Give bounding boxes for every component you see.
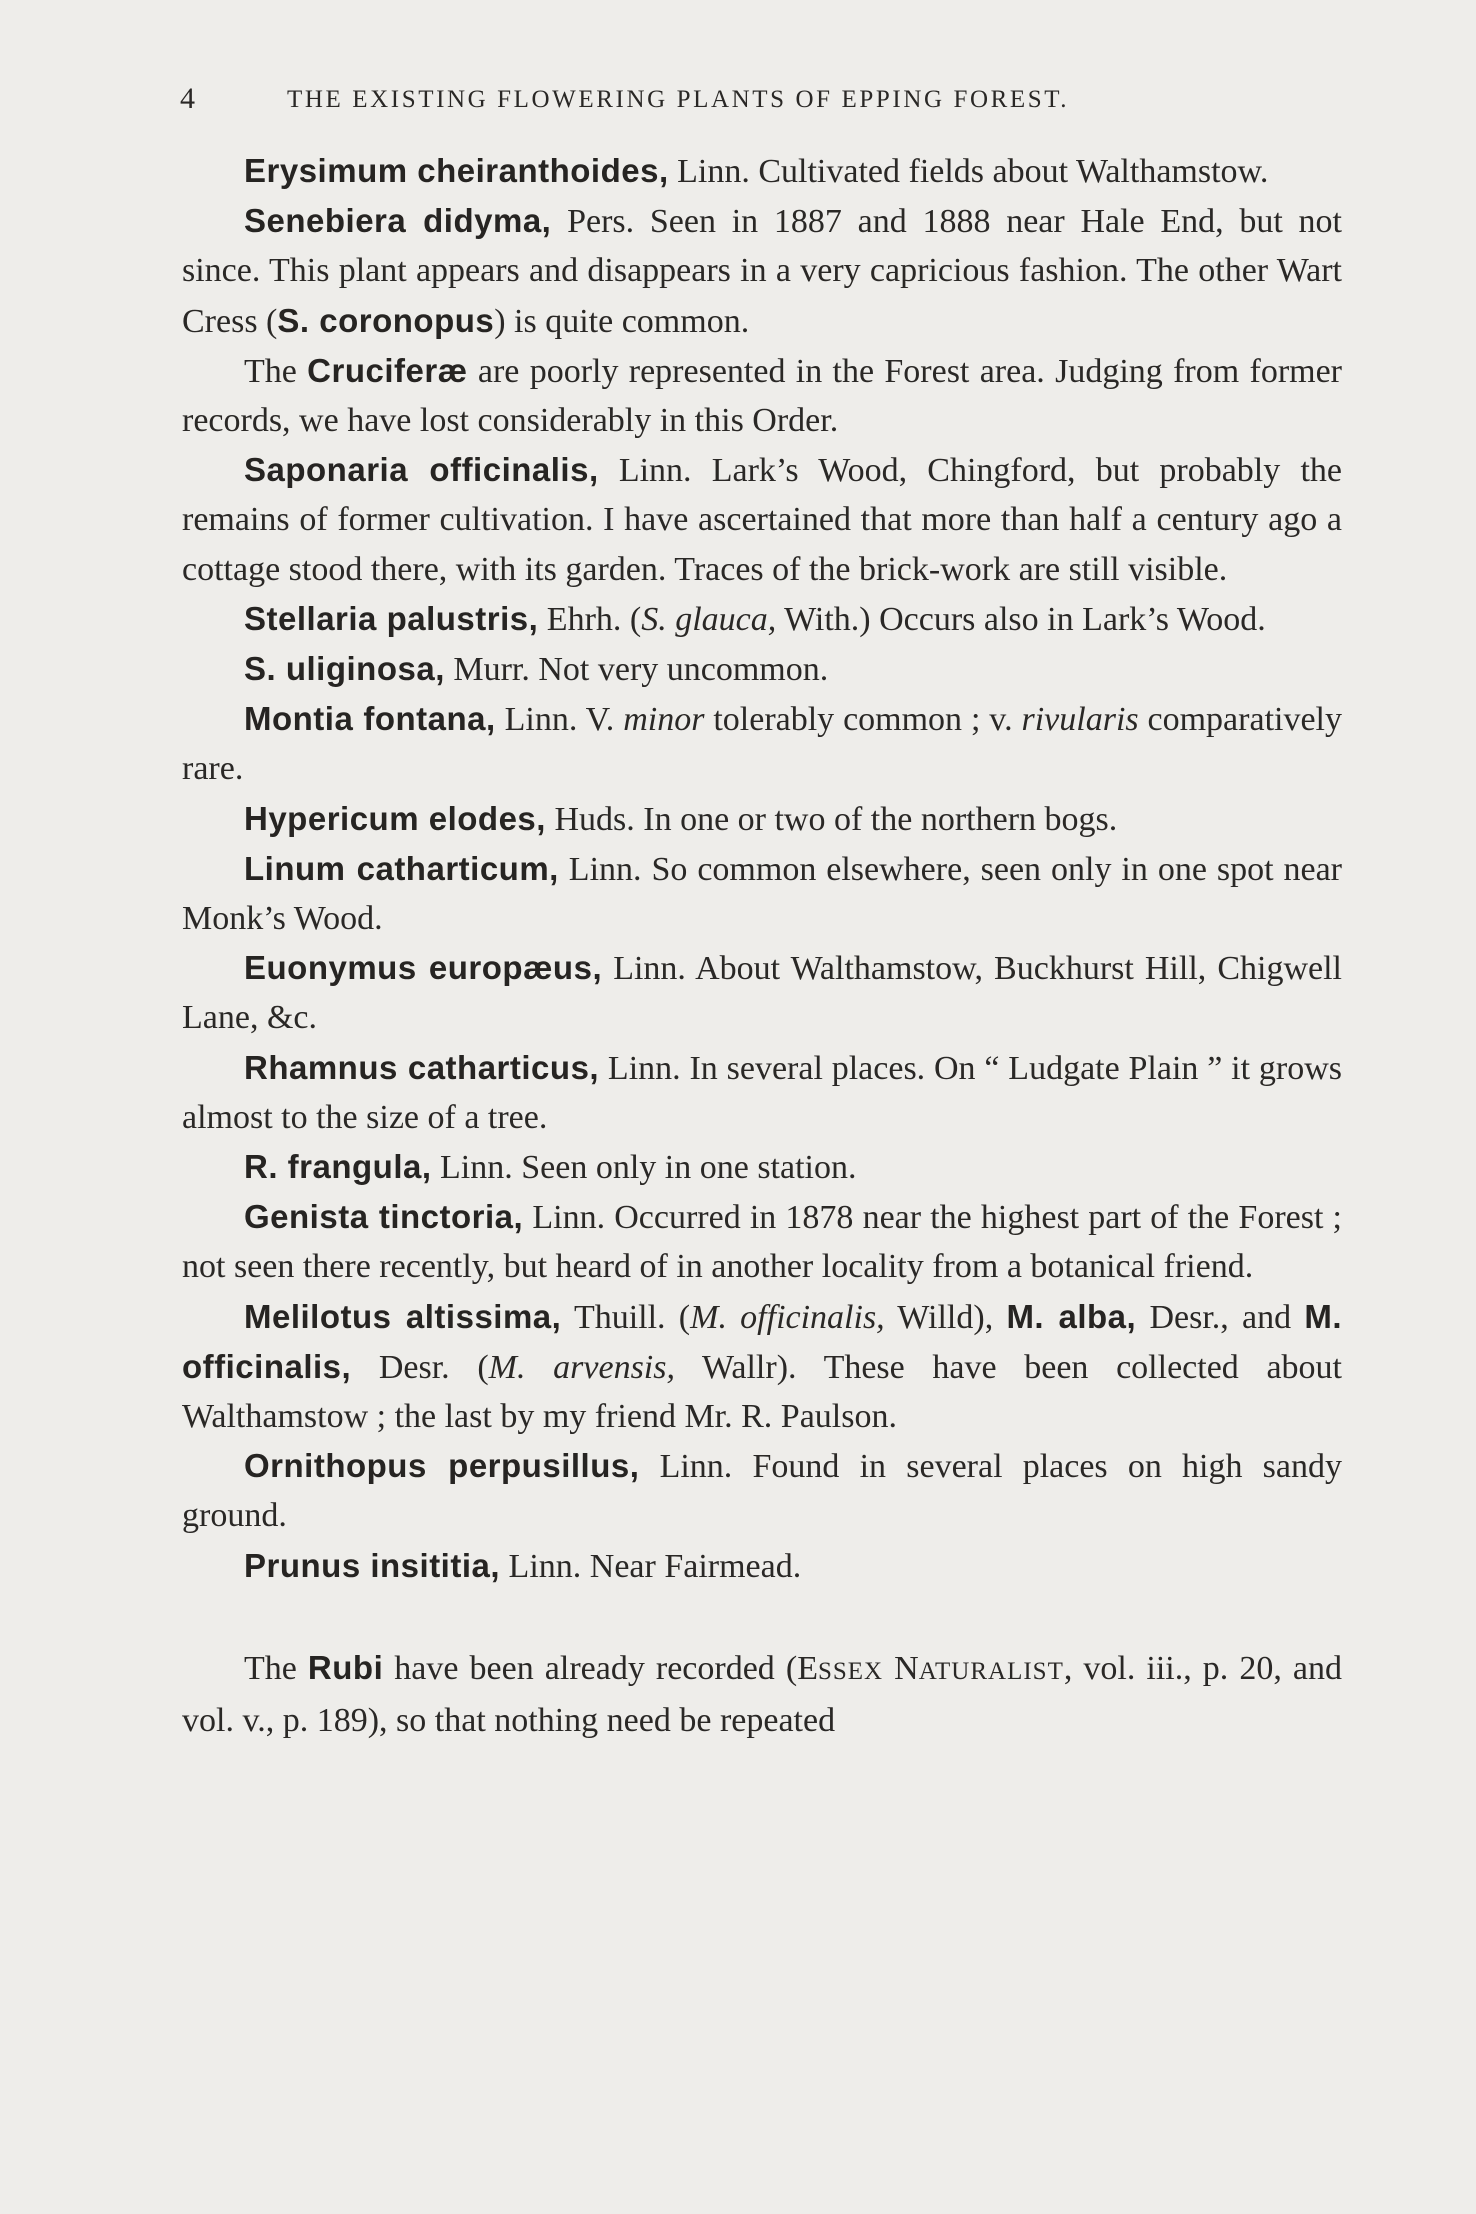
species-name: Euonymus europæus, bbox=[244, 949, 603, 987]
entry-text: , vol. iii., p. 20, and vol. v., p. 189), so that nothing need be repeated bbox=[182, 1649, 1342, 1740]
entry-text: So common elsewhere, seen only in one spot near Monk’s Wood. bbox=[182, 850, 1342, 938]
synonym: M. officinalis, bbox=[690, 1298, 885, 1336]
authority: Huds. bbox=[545, 800, 635, 838]
entry-prunus bbox=[182, 1541, 1342, 1591]
species-name: Erysimum cheiranthoides, bbox=[244, 152, 669, 189]
journal-name: E bbox=[797, 1649, 818, 1687]
genus-name: Rubi bbox=[307, 1648, 384, 1686]
authority: Linn. bbox=[500, 1547, 582, 1585]
authority: Linn. bbox=[431, 1149, 513, 1187]
authority: Pers. bbox=[551, 203, 635, 241]
variety-name: rivularis bbox=[1021, 701, 1139, 739]
body-text bbox=[182, 146, 1342, 1745]
entry-montia bbox=[182, 694, 1342, 793]
authority: Murr. bbox=[444, 651, 530, 689]
variety-name: minor bbox=[623, 701, 705, 739]
entry-text: Desr. ( bbox=[351, 1348, 489, 1386]
entry-text: With.) Occurs also in Lark’s Wood. bbox=[776, 600, 1266, 638]
running-title: THE EXISTING FLOWERING PLANTS OF EPPING FOREST. bbox=[287, 86, 1070, 113]
entry-melilotus bbox=[182, 1292, 1342, 1442]
entry-ornithopus bbox=[182, 1441, 1342, 1540]
entry-erysimum bbox=[182, 146, 1342, 196]
entry-hypericum bbox=[182, 794, 1342, 844]
authority: Linn. bbox=[599, 1049, 681, 1087]
journal-name: SSEX bbox=[817, 1657, 884, 1685]
species-name: Genista tinctoria, bbox=[244, 1198, 524, 1236]
entry-text: Desr., and bbox=[1136, 1298, 1305, 1336]
species-name: M. officinalis, bbox=[182, 1297, 1342, 1385]
entry-text: are poorly represented in the Forest area. Judging from former records, we have lost considerably in this Order. bbox=[182, 352, 1342, 440]
entry-text: About Walthamstow, Buckhurst Hill, Chigwell Lane, &c. bbox=[182, 950, 1343, 1037]
entry-frangula bbox=[182, 1142, 1342, 1192]
species-name: S. uliginosa, bbox=[244, 650, 445, 688]
authority: Linn. bbox=[639, 1448, 733, 1486]
entry-text: Wallr). These have been collected about Walthamstow ; the last by my friend Mr. R. Paulson. bbox=[182, 1348, 1342, 1436]
authority: Linn. bbox=[598, 452, 692, 490]
entry-text: have been already recorded ( bbox=[383, 1649, 798, 1687]
entry-senebiera bbox=[182, 196, 1342, 346]
species-name: Rhamnus catharticus, bbox=[244, 1048, 600, 1086]
entry-saponaria bbox=[182, 445, 1342, 594]
entry-stellaria-uliginosa bbox=[182, 644, 1342, 694]
authority: Linn. bbox=[558, 850, 642, 888]
synonym: M. arvensis, bbox=[488, 1348, 675, 1386]
entry-euonymus bbox=[182, 943, 1342, 1042]
entry-linum bbox=[182, 844, 1342, 943]
section-gap bbox=[182, 1591, 1342, 1643]
entry-text: Lark’s Wood, Chingford, but probably the remains of former cultivation. I have ascertained that more than half a century ago a cottage stood there, with its garden. Traces of the brick-work are still visible. bbox=[182, 452, 1342, 588]
species-name: S. coronopus bbox=[277, 301, 495, 339]
authority: Thuill. ( bbox=[561, 1298, 691, 1336]
species-name: R. frangula, bbox=[244, 1148, 432, 1186]
entry-genista bbox=[182, 1192, 1342, 1291]
page-number: 4 bbox=[180, 82, 195, 115]
authority: Ehrh. bbox=[538, 600, 622, 638]
entry-text: ) is quite common. bbox=[494, 302, 750, 340]
species-name: Stellaria palustris, bbox=[244, 599, 539, 637]
entry-text: Cultivated fields about Walthamstow. bbox=[749, 153, 1269, 190]
species-name: Linum catharticum, bbox=[244, 849, 559, 887]
entry-text: ( bbox=[621, 600, 642, 638]
entry-text: tolerably common ; v. bbox=[704, 701, 1022, 739]
authority: Linn. bbox=[523, 1199, 606, 1237]
entry-text: The bbox=[244, 1649, 308, 1687]
entry-text: Near Fairmead. bbox=[581, 1547, 802, 1585]
journal-name: ATURALIST bbox=[918, 1657, 1064, 1685]
entry-text: Found in several places on high sandy ground. bbox=[182, 1448, 1343, 1535]
entry-text: comparatively rare. bbox=[182, 701, 1342, 788]
entry-text: Not very uncommon. bbox=[529, 651, 829, 689]
species-name: Hypericum elodes, bbox=[244, 799, 546, 837]
entry-text: Seen only in one station. bbox=[512, 1149, 857, 1187]
entry-cruciferae bbox=[182, 346, 1342, 445]
entry-text: Occurred in 1878 near the highest part of the Forest ; not seen there recently, but heard of in another locality from a botanical friend. bbox=[182, 1199, 1343, 1286]
authority: Linn. bbox=[668, 153, 750, 190]
species-name: Ornithopus perpusillus, bbox=[244, 1447, 640, 1485]
entry-text: In several places. On “ Ludgate Plain ” it grows almost to the size of a tree. bbox=[182, 1049, 1342, 1136]
entry-text: Willd), bbox=[884, 1298, 1007, 1336]
entry-rhamnus bbox=[182, 1043, 1342, 1142]
entry-stellaria-palustris bbox=[182, 594, 1342, 644]
entry-text: V. bbox=[577, 701, 624, 739]
entry-text: The bbox=[244, 352, 308, 390]
species-name: Senebiera didyma, bbox=[244, 202, 552, 240]
journal-name: N bbox=[883, 1649, 919, 1687]
page-header bbox=[180, 82, 1360, 122]
species-name: M. alba, bbox=[1006, 1297, 1137, 1335]
authority: Linn. bbox=[602, 950, 686, 988]
authority: Linn. bbox=[495, 701, 578, 739]
entry-text: Seen in 1887 and 1888 near Hale End, but not since. This plant appears and disappears in a very capricious fashion. The other Wart Cress ( bbox=[182, 203, 1342, 340]
entry-text: In one or two of the northern bogs. bbox=[634, 800, 1118, 838]
species-name: Montia fontana, bbox=[244, 700, 496, 738]
species-name: Prunus insititia, bbox=[244, 1546, 501, 1584]
species-name: Melilotus altissima, bbox=[244, 1297, 562, 1335]
synonym: S. glauca, bbox=[641, 600, 777, 638]
rubi-paragraph bbox=[182, 1643, 1342, 1745]
family-name: Cruciferæ bbox=[307, 351, 468, 389]
species-name: Saponaria officinalis, bbox=[244, 451, 599, 489]
